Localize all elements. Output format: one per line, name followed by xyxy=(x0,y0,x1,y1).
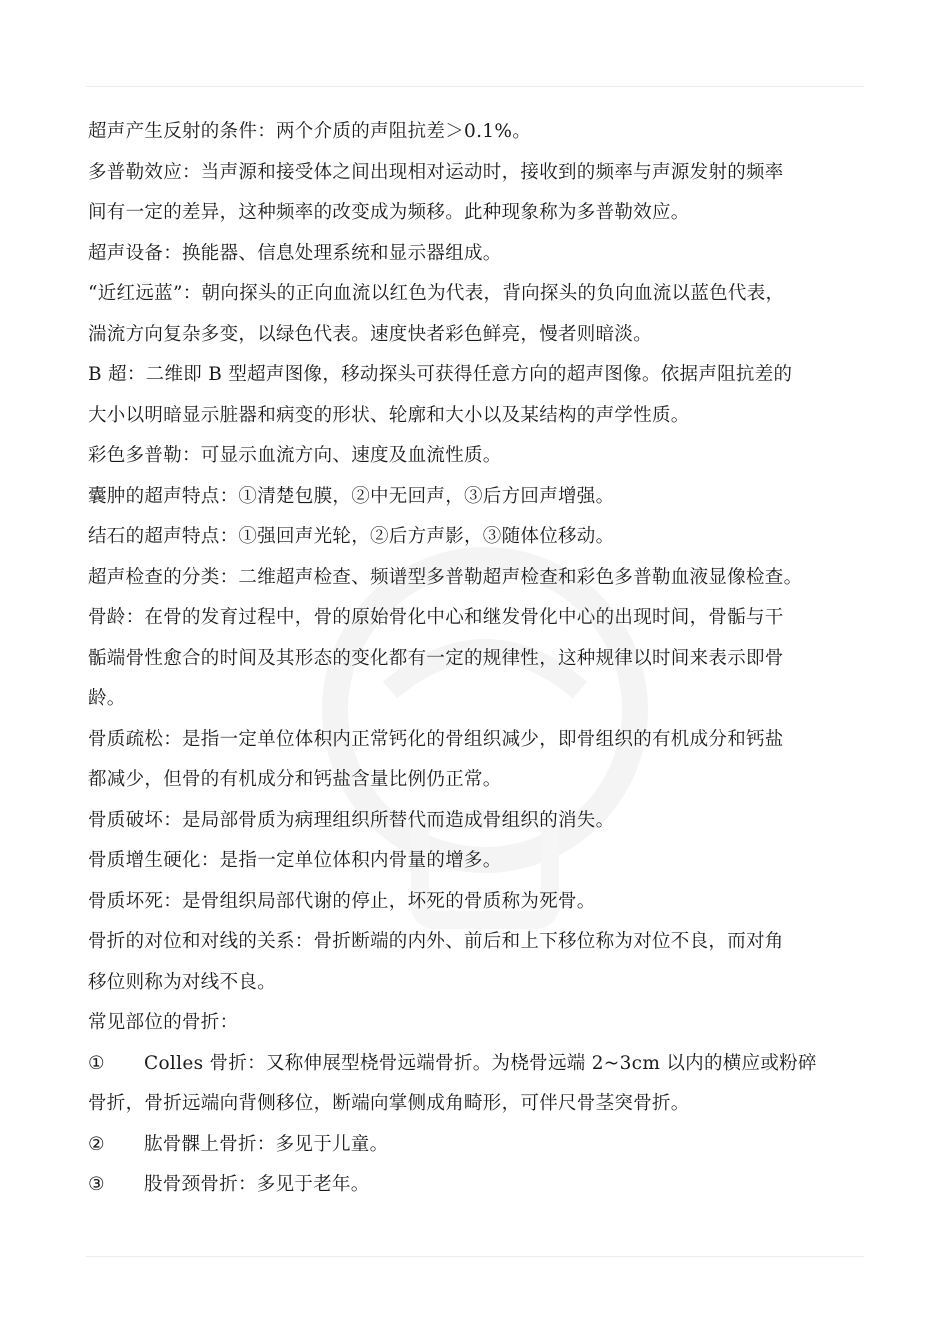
text-line: 大小以明暗显示脏器和病变的形状、轮廓和大小以及某结构的声学性质。 xyxy=(88,404,690,426)
list-item-text: 肱骨髁上骨折：多见于儿童。 xyxy=(144,1133,389,1155)
list-item-text: Colles 骨折：又称伸展型桡骨远端骨折。为桡骨远端 2~3cm 以内的横应或粉碎 xyxy=(144,1052,817,1074)
text-line: 湍流方向复杂多变，以绿色代表。速度快者彩色鲜亮，慢者则暗淡。 xyxy=(88,323,653,345)
list-number: ③ xyxy=(88,1174,105,1195)
text-line: 间有一定的差异，这种频率的改变成为频移。此种现象称为多普勒效应。 xyxy=(88,202,690,223)
text-line: 彩色多普勒：可显示血流方向、速度及血流性质。 xyxy=(88,445,502,466)
fracture-list-item xyxy=(88,1165,878,1206)
text-line: 骨质坏死：是骨组织局部代谢的停止，坏死的骨质称为死骨。 xyxy=(88,890,596,912)
text-line: 骺端骨性愈合的时间及其形态的变化都有一定的规律性，这种规律以时间来表示即骨 xyxy=(88,647,784,669)
text-line: 超声检查的分类：二维超声检查、频谱型多普勒超声检查和彩色多普勒血液显像检查。 xyxy=(88,566,803,588)
text-line: 多普勒效应：当声源和接受体之间出现相对运动时，接收到的频率与声源发射的频率 xyxy=(88,161,784,183)
text-line: B 超：二维即 B 型超声图像，移动探头可获得任意方向的超声图像。依据声阻抗差的 xyxy=(88,364,793,385)
text-line: 超声设备：换能器、信息处理系统和显示器组成。 xyxy=(88,242,502,264)
text-line: 结石的超声特点：①强回声光轮，②后方声影，③随体位移动。 xyxy=(88,526,615,547)
text-line: 囊肿的超声特点：①清楚包膜，②中无回声，③后方回声增强。 xyxy=(88,485,615,507)
text-line: 移位则称为对线不良。 xyxy=(88,971,277,993)
text-line: 常见部位的骨折： xyxy=(88,1012,239,1033)
header-rule xyxy=(86,86,864,87)
fracture-list-item xyxy=(88,1125,878,1166)
text-line: “近红远蓝”：朝向探头的正向血流以红色为代表，背向探头的负向血流以蓝色代表， xyxy=(88,283,785,304)
text-line: 超声产生反射的条件：两个介质的声阻抗差＞0.1%。 xyxy=(88,121,532,142)
document-body xyxy=(88,112,878,1206)
text-line: 龄。 xyxy=(88,688,126,709)
text-line: 骨质破坏：是局部骨质为病理组织所替代而造成骨组织的消失。 xyxy=(88,809,615,831)
list-item-text: 股骨颈骨折：多见于老年。 xyxy=(144,1174,370,1195)
list-number: ① xyxy=(88,1052,105,1074)
fracture-list-item xyxy=(88,1044,878,1085)
list-item-continuation: 骨折，骨折远端向背侧移位，断端向掌侧成角畸形，可伴尺骨茎突骨折。 xyxy=(88,1093,690,1114)
text-line: 骨折的对位和对线的关系：骨折断端的内外、前后和上下移位称为对位不良，而对角 xyxy=(88,931,784,952)
text-line: 骨质疏松：是指一定单位体积内正常钙化的骨组织减少，即骨组织的有机成分和钙盐 xyxy=(88,728,784,750)
footer-rule xyxy=(86,1256,864,1257)
text-line: 骨龄：在骨的发育过程中，骨的原始骨化中心和继发骨化中心的出现时间，骨骺与干 xyxy=(88,607,784,628)
list-number: ② xyxy=(88,1133,105,1155)
text-line: 都减少，但骨的有机成分和钙盐含量比例仍正常。 xyxy=(88,769,502,790)
text-line: 骨质增生硬化：是指一定单位体积内骨量的增多。 xyxy=(88,850,502,871)
